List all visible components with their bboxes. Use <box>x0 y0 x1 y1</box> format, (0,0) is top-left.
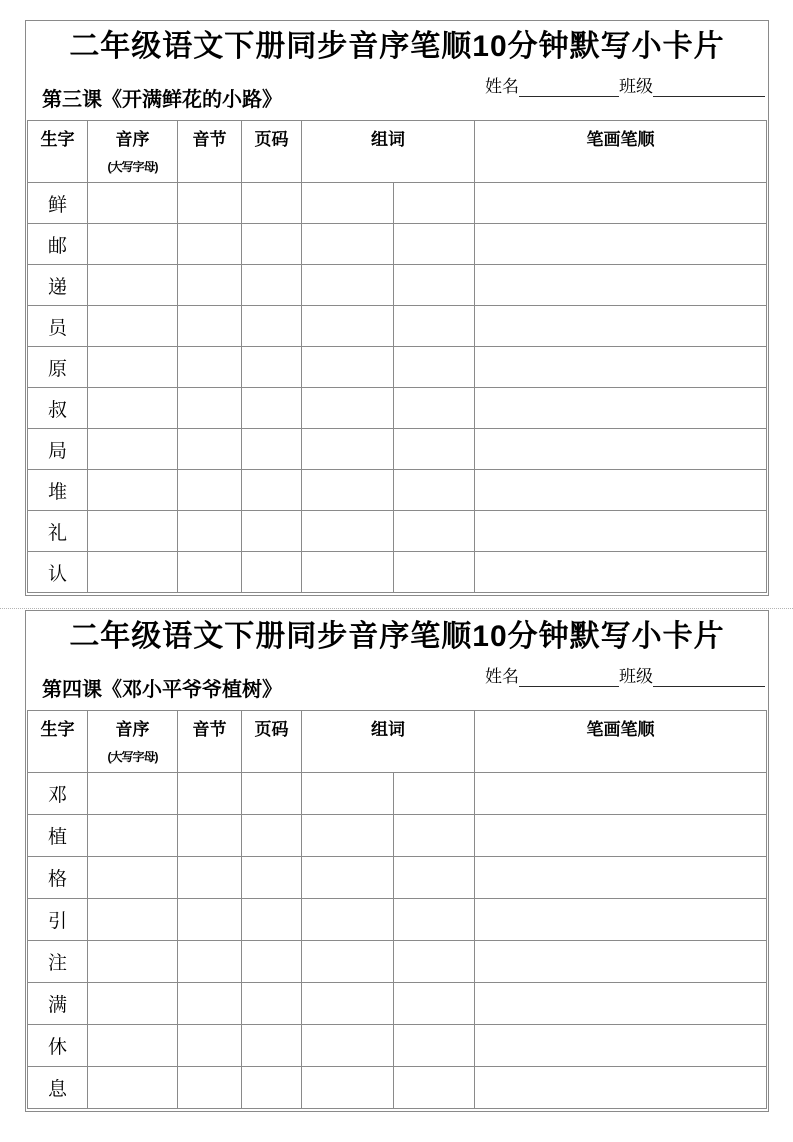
answer-cell[interactable] <box>394 306 475 347</box>
answer-cell[interactable] <box>178 1025 242 1067</box>
answer-cell[interactable] <box>88 899 178 941</box>
answer-cell[interactable] <box>242 388 302 429</box>
answer-cell[interactable] <box>475 511 767 552</box>
answer-cell[interactable] <box>178 265 242 306</box>
answer-cell[interactable] <box>394 1025 475 1067</box>
character-row <box>28 552 767 593</box>
answer-cell[interactable] <box>302 983 394 1025</box>
character-row <box>28 429 767 470</box>
header-stroke-order: 笔画笔顺 <box>475 121 767 183</box>
class-label: 班级 <box>619 77 653 96</box>
answer-cell[interactable] <box>242 815 302 857</box>
character-row <box>28 773 767 815</box>
character-table-body <box>28 773 767 1109</box>
answer-cell[interactable] <box>88 1025 178 1067</box>
character-table-body <box>28 183 767 593</box>
answer-cell[interactable] <box>242 470 302 511</box>
answer-cell[interactable] <box>394 773 475 815</box>
character-row <box>28 224 767 265</box>
character-row <box>28 857 767 899</box>
answer-cell[interactable] <box>475 306 767 347</box>
answer-cell[interactable] <box>178 899 242 941</box>
header-word-groups: 组词 <box>302 711 475 773</box>
answer-cell[interactable] <box>88 470 178 511</box>
character-row <box>28 306 767 347</box>
header-phonetic-order-label: 音序 <box>115 720 150 739</box>
character-row <box>28 183 767 224</box>
answer-cell[interactable] <box>302 429 394 470</box>
lesson-title: 第四课《邓小平爷爷植树》 <box>42 679 282 701</box>
subheader-row <box>26 660 768 702</box>
answer-cell[interactable] <box>302 815 394 857</box>
new-character: 认 <box>28 552 88 593</box>
header-page-number: 页码 <box>242 711 302 773</box>
answer-cell[interactable] <box>475 773 767 815</box>
answer-cell[interactable] <box>88 1067 178 1109</box>
character-row <box>28 941 767 983</box>
answer-cell[interactable] <box>178 224 242 265</box>
answer-cell[interactable] <box>302 552 394 593</box>
new-character: 堆 <box>28 470 88 511</box>
answer-cell[interactable] <box>88 265 178 306</box>
answer-cell[interactable] <box>242 983 302 1025</box>
answer-cell[interactable] <box>302 511 394 552</box>
header-phonetic-order-note: (大写字母) <box>107 750 158 764</box>
answer-cell[interactable] <box>88 388 178 429</box>
header-syllable: 音节 <box>178 121 242 183</box>
answer-cell[interactable] <box>178 429 242 470</box>
new-character: 休 <box>28 1025 88 1067</box>
answer-cell[interactable] <box>242 899 302 941</box>
header-phonetic-order <box>88 121 178 183</box>
new-character: 局 <box>28 429 88 470</box>
answer-cell[interactable] <box>475 470 767 511</box>
answer-cell[interactable] <box>394 429 475 470</box>
answer-cell[interactable] <box>88 306 178 347</box>
header-stroke-order: 笔画笔顺 <box>475 711 767 773</box>
answer-cell[interactable] <box>302 306 394 347</box>
answer-cell[interactable] <box>178 1067 242 1109</box>
header-phonetic-order-note: (大写字母) <box>107 160 158 174</box>
answer-cell[interactable] <box>394 552 475 593</box>
new-character: 满 <box>28 983 88 1025</box>
character-row <box>28 1067 767 1109</box>
answer-cell[interactable] <box>242 941 302 983</box>
new-character: 原 <box>28 347 88 388</box>
answer-cell[interactable] <box>475 224 767 265</box>
name-class-line <box>485 70 768 97</box>
character-row <box>28 265 767 306</box>
answer-cell[interactable] <box>178 941 242 983</box>
answer-cell[interactable] <box>475 1067 767 1109</box>
name-class-line <box>485 660 768 687</box>
answer-cell[interactable] <box>302 1067 394 1109</box>
answer-cell[interactable] <box>394 511 475 552</box>
answer-cell[interactable] <box>178 511 242 552</box>
header-syllable: 音节 <box>178 711 242 773</box>
answer-cell[interactable] <box>88 983 178 1025</box>
answer-cell[interactable] <box>475 941 767 983</box>
header-phonetic-order-label: 音序 <box>115 130 150 149</box>
answer-cell[interactable] <box>394 265 475 306</box>
new-character: 员 <box>28 306 88 347</box>
answer-cell[interactable] <box>242 347 302 388</box>
answer-cell[interactable] <box>394 388 475 429</box>
answer-cell[interactable] <box>178 815 242 857</box>
answer-cell[interactable] <box>475 857 767 899</box>
answer-cell[interactable] <box>394 470 475 511</box>
new-character: 递 <box>28 265 88 306</box>
answer-cell[interactable] <box>302 470 394 511</box>
answer-cell[interactable] <box>475 1025 767 1067</box>
new-character: 叔 <box>28 388 88 429</box>
character-table <box>27 120 767 593</box>
answer-cell[interactable] <box>88 773 178 815</box>
answer-cell[interactable] <box>242 306 302 347</box>
answer-cell[interactable] <box>475 983 767 1025</box>
header-new-character: 生字 <box>28 121 88 183</box>
new-character: 注 <box>28 941 88 983</box>
answer-cell[interactable] <box>242 265 302 306</box>
new-character: 植 <box>28 815 88 857</box>
character-row <box>28 511 767 552</box>
answer-cell[interactable] <box>394 857 475 899</box>
answer-cell[interactable] <box>178 183 242 224</box>
new-character: 引 <box>28 899 88 941</box>
answer-cell[interactable] <box>242 552 302 593</box>
answer-cell[interactable] <box>302 183 394 224</box>
answer-cell[interactable] <box>178 347 242 388</box>
answer-cell[interactable] <box>394 815 475 857</box>
new-character: 格 <box>28 857 88 899</box>
answer-cell[interactable] <box>394 983 475 1025</box>
character-row <box>28 815 767 857</box>
subheader-row <box>26 70 768 112</box>
lesson-title: 第三课《开满鲜花的小路》 <box>42 89 282 111</box>
header-row <box>28 121 767 183</box>
header-new-character: 生字 <box>28 711 88 773</box>
name-blank-line[interactable] <box>519 78 619 97</box>
answer-cell[interactable] <box>394 899 475 941</box>
answer-cell[interactable] <box>302 941 394 983</box>
answer-cell[interactable] <box>394 1067 475 1109</box>
answer-cell[interactable] <box>302 899 394 941</box>
answer-cell[interactable] <box>178 773 242 815</box>
answer-cell[interactable] <box>242 511 302 552</box>
answer-cell[interactable] <box>88 347 178 388</box>
header-row <box>28 711 767 773</box>
name-label: 姓名 <box>485 667 519 686</box>
card-title: 二年级语文下册同步音序笔顺10分钟默写小卡片 <box>69 30 725 63</box>
character-table <box>27 710 767 1109</box>
answer-cell[interactable] <box>88 183 178 224</box>
answer-cell[interactable] <box>178 306 242 347</box>
card-lesson-4 <box>25 610 769 1112</box>
character-row <box>28 899 767 941</box>
answer-cell[interactable] <box>178 388 242 429</box>
answer-cell[interactable] <box>302 773 394 815</box>
header-page-number: 页码 <box>242 121 302 183</box>
answer-cell[interactable] <box>88 941 178 983</box>
answer-cell[interactable] <box>242 857 302 899</box>
answer-cell[interactable] <box>242 773 302 815</box>
character-row <box>28 1025 767 1067</box>
class-label: 班级 <box>619 667 653 686</box>
answer-cell[interactable] <box>242 183 302 224</box>
answer-cell[interactable] <box>475 429 767 470</box>
answer-cell[interactable] <box>475 815 767 857</box>
answer-cell[interactable] <box>475 183 767 224</box>
answer-cell[interactable] <box>394 347 475 388</box>
new-character: 邮 <box>28 224 88 265</box>
card-lesson-3 <box>25 20 769 596</box>
answer-cell[interactable] <box>302 347 394 388</box>
answer-cell[interactable] <box>242 429 302 470</box>
worksheet-page <box>0 20 793 1112</box>
new-character: 邓 <box>28 773 88 815</box>
answer-cell[interactable] <box>302 224 394 265</box>
header-phonetic-order <box>88 711 178 773</box>
answer-cell[interactable] <box>178 470 242 511</box>
class-blank-line[interactable] <box>653 78 765 97</box>
answer-cell[interactable] <box>394 941 475 983</box>
name-label: 姓名 <box>485 77 519 96</box>
new-character: 鲜 <box>28 183 88 224</box>
character-row <box>28 388 767 429</box>
character-row <box>28 983 767 1025</box>
answer-cell[interactable] <box>394 183 475 224</box>
answer-cell[interactable] <box>242 1067 302 1109</box>
character-row <box>28 347 767 388</box>
answer-cell[interactable] <box>302 388 394 429</box>
answer-cell[interactable] <box>302 265 394 306</box>
character-row <box>28 470 767 511</box>
new-character: 礼 <box>28 511 88 552</box>
answer-cell[interactable] <box>178 857 242 899</box>
answer-cell[interactable] <box>88 857 178 899</box>
answer-cell[interactable] <box>475 347 767 388</box>
answer-cell[interactable] <box>242 224 302 265</box>
answer-cell[interactable] <box>88 429 178 470</box>
answer-cell[interactable] <box>302 1025 394 1067</box>
page-cut-line <box>0 608 793 609</box>
answer-cell[interactable] <box>475 552 767 593</box>
answer-cell[interactable] <box>88 815 178 857</box>
answer-cell[interactable] <box>178 983 242 1025</box>
answer-cell[interactable] <box>475 388 767 429</box>
card-title: 二年级语文下册同步音序笔顺10分钟默写小卡片 <box>69 620 725 653</box>
answer-cell[interactable] <box>178 552 242 593</box>
answer-cell[interactable] <box>475 265 767 306</box>
answer-cell[interactable] <box>475 899 767 941</box>
answer-cell[interactable] <box>88 224 178 265</box>
answer-cell[interactable] <box>88 552 178 593</box>
name-blank-line[interactable] <box>519 668 619 687</box>
answer-cell[interactable] <box>242 1025 302 1067</box>
answer-cell[interactable] <box>302 857 394 899</box>
class-blank-line[interactable] <box>653 668 765 687</box>
answer-cell[interactable] <box>394 224 475 265</box>
header-word-groups: 组词 <box>302 121 475 183</box>
new-character: 息 <box>28 1067 88 1109</box>
answer-cell[interactable] <box>88 511 178 552</box>
